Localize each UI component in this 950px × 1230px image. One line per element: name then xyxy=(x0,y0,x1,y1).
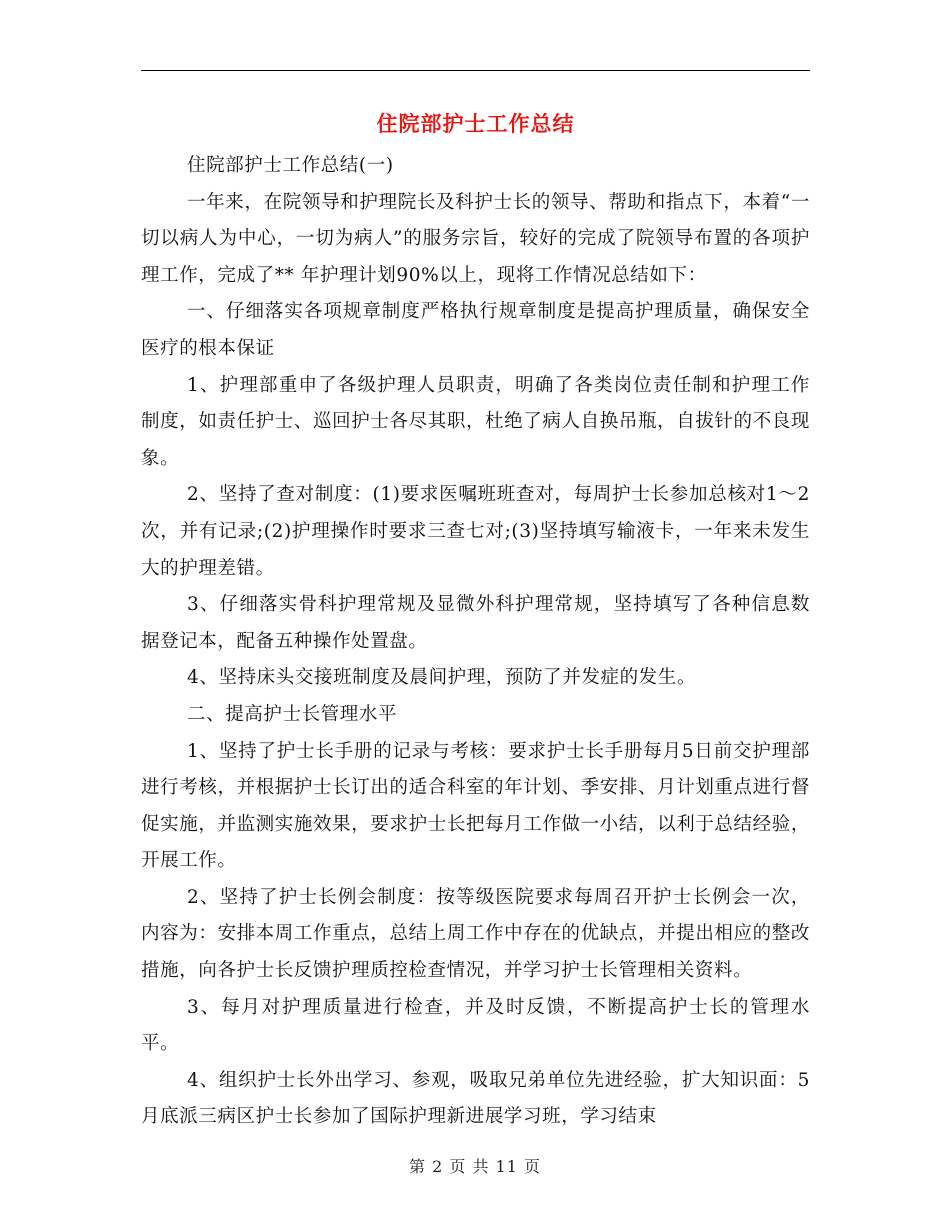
section-heading-2: 二、提高护士长管理水平 xyxy=(187,703,398,725)
paragraph: 4、组织护士长外出学习、参观，吸取兄弟单位先进经验，扩大知识面：5月底派三病区护士长参加了国际护理新进展学习班，学习结束 xyxy=(141,1069,810,1128)
paragraph: 3、每月对护理质量进行检查，并及时反馈，不断提高护士长的管理水平。 xyxy=(141,996,810,1055)
header-rule xyxy=(141,70,810,71)
page-number-footer: 第 2 页 共 11 页 xyxy=(409,1157,541,1176)
paragraph: 2、坚持了护士长例会制度：按等级医院要求每周召开护士长例会一次，内容为：安排本周工作重点，总结上周工作中存在的优缺点，并提出相应的整改措施，向各护士长反馈护理质控检查情况，并学习护士长管理相关资料。 xyxy=(141,886,810,982)
paragraph: 3、仔细落实骨科护理常规及显微外科护理常规，坚持填写了各种信息数据登记本，配备五种操作处置盘。 xyxy=(141,594,810,652)
paragraph: 2、坚持了查对制度：(1)要求医嘱班班查对，每周护士长参加总核对1～2次，并有记录;(2)护理操作时要求三查七对;(3)坚持填写输液卡，一年来未发生大的护理差错。 xyxy=(141,484,810,579)
paragraph: 1、护理部重申了各级护理人员职责，明确了各类岗位责任制和护理工作制度，如责任护士、巡回护士各尽其职，杜绝了病人自换吊瓶，自拔针的不良现象。 xyxy=(141,374,810,469)
document-body xyxy=(141,148,810,1136)
paragraph: 1、坚持了护士长手册的记录与考核：要求护士长手册每月5日前交护理部进行考核，并根据护士长订出的适合科室的年计划、季安排、月计划重点进行督促实施，并监测实施效果，要求护士长把每月工作做一小结，以利于总结经验，开展工作。 xyxy=(141,740,810,872)
section-heading-1: 一、仔细落实各项规章制度严格执行规章制度是提高护理质量，确保安全医疗的根本保证 xyxy=(141,301,810,359)
paragraph: 4、坚持床头交接班制度及晨间护理，预防了并发症的发生。 xyxy=(187,667,696,689)
document-title: 住院部护士工作总结 xyxy=(376,111,575,136)
paragraph-intro: 一年来，在院领导和护理院长及科护士长的领导、帮助和指点下，本着“一切以病人为中心，一切为病人”的服务宗旨，较好的完成了院领导布置的各项护理工作，完成了** 年护理计划90%以上，现将工作情况总结如下： xyxy=(141,191,810,286)
paragraph-subtitle: 住院部护士工作总结(一) xyxy=(187,155,394,176)
